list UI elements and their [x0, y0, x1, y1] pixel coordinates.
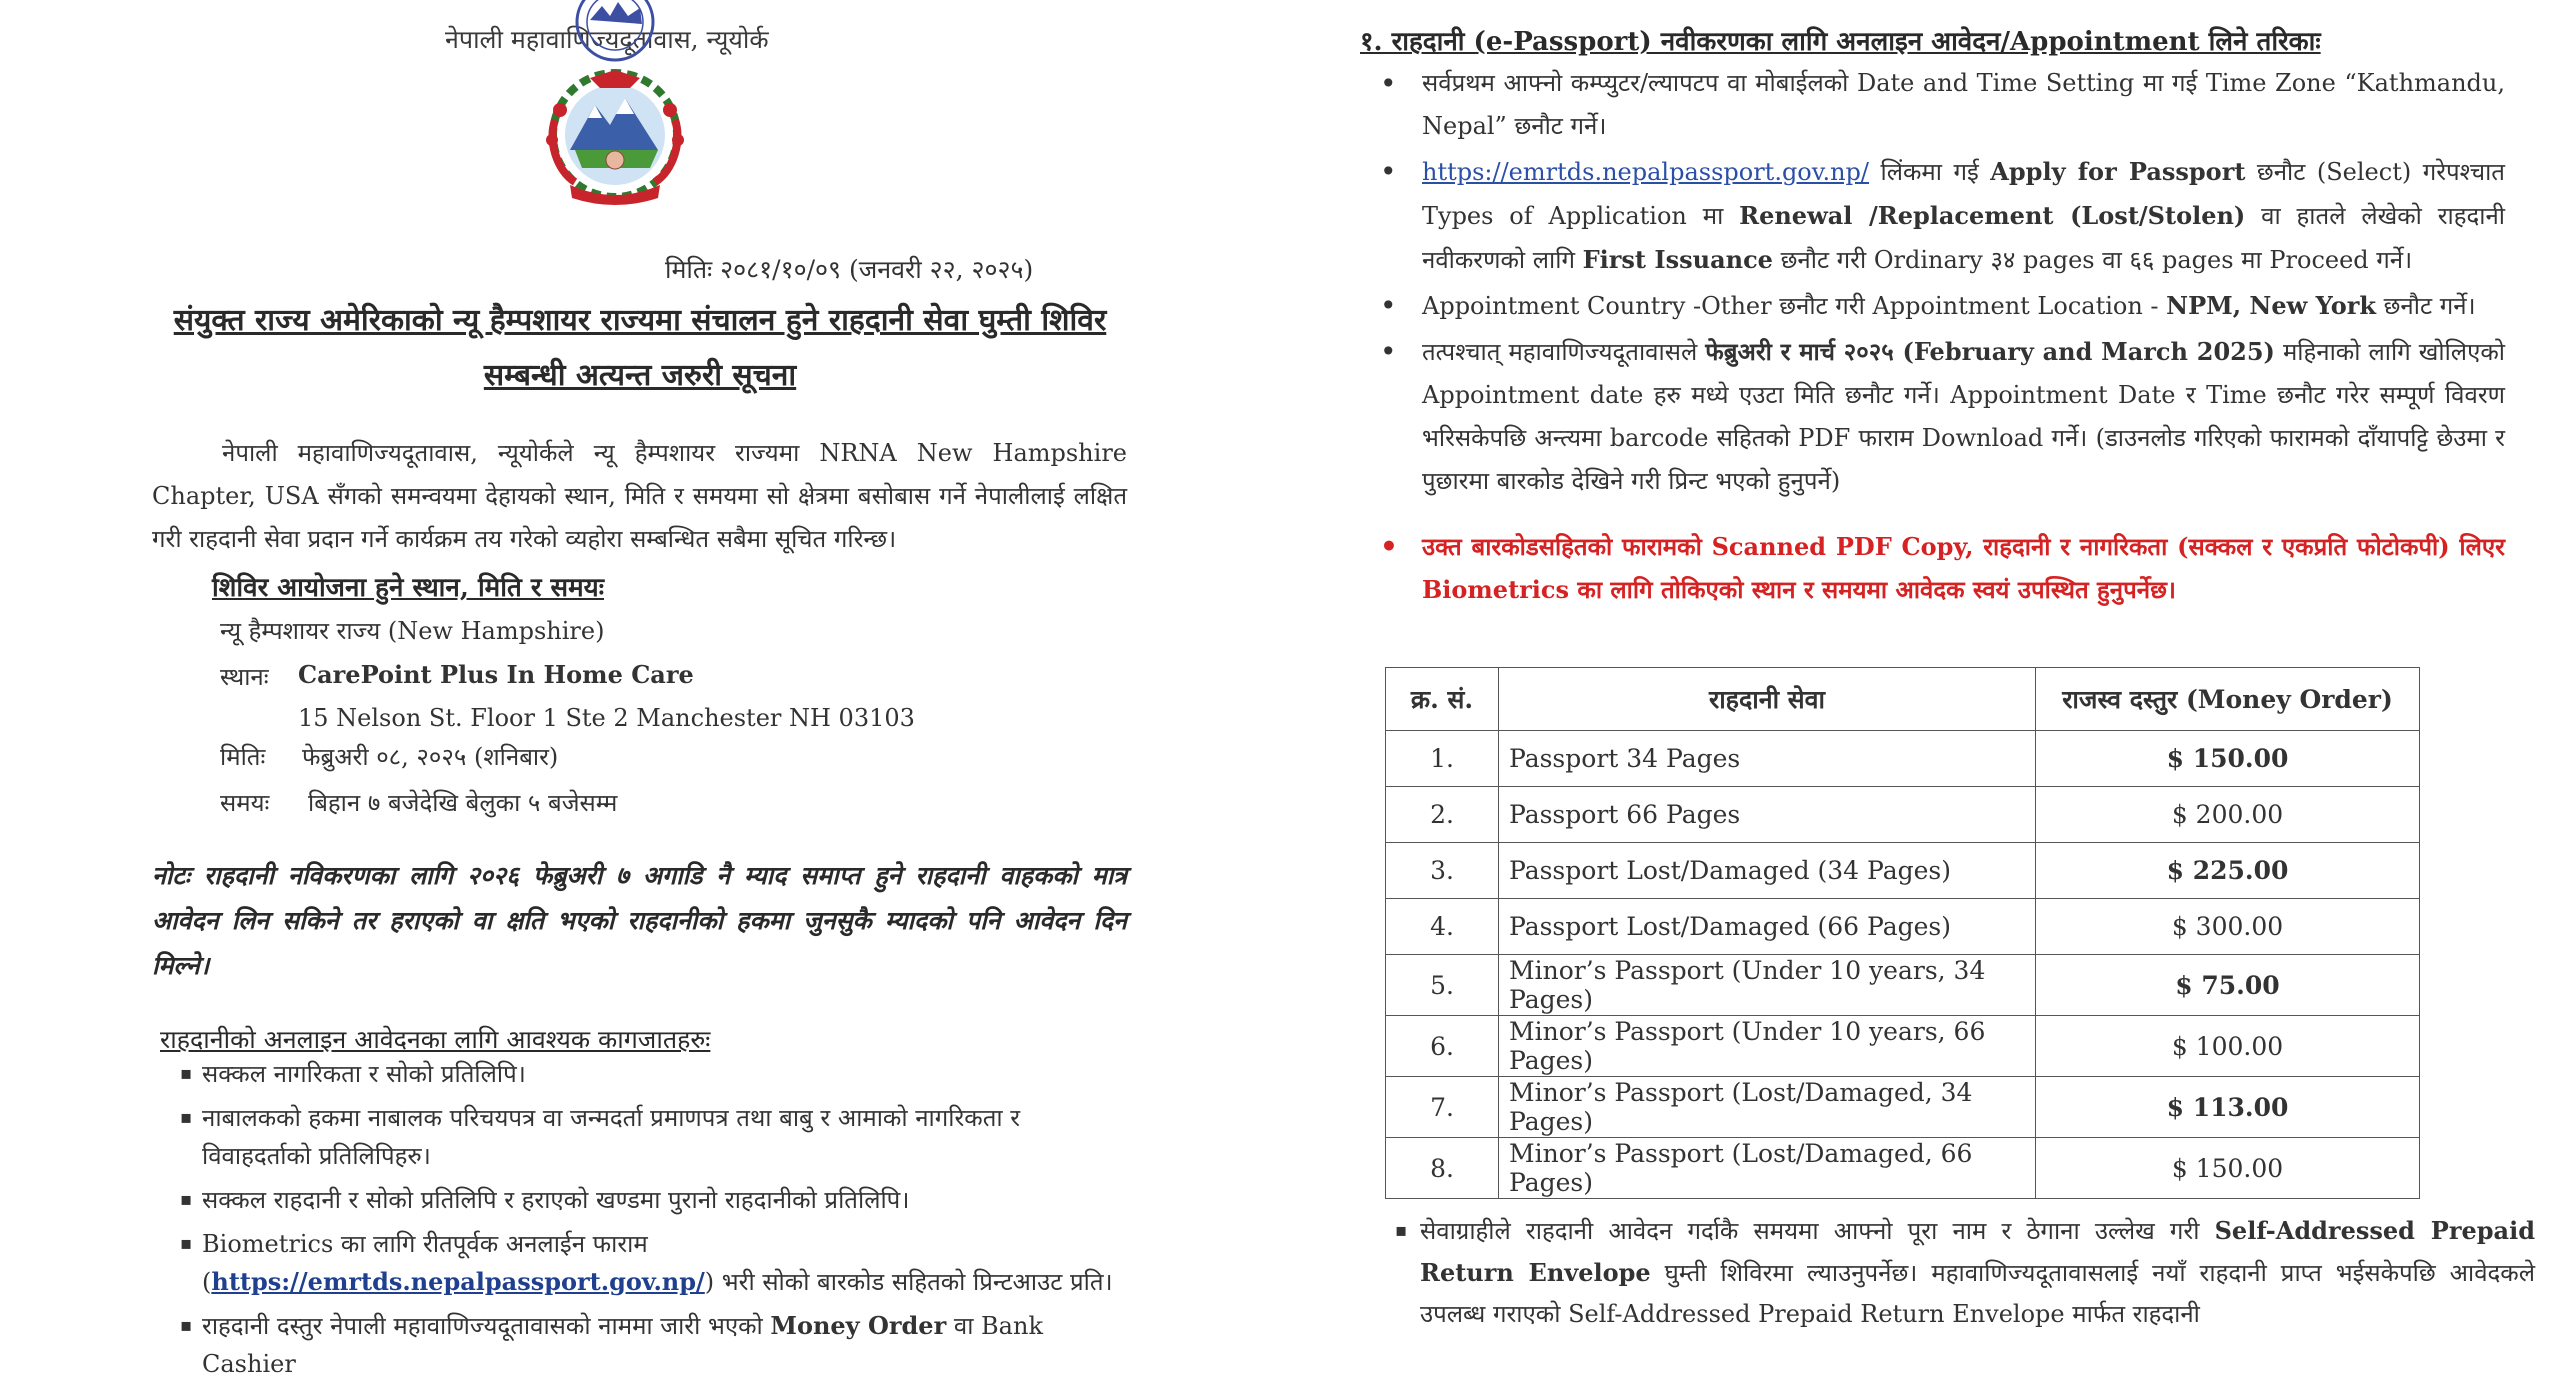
- row-service: Minor’s Passport (Lost/Damaged, 66 Pages): [1499, 1138, 2036, 1199]
- nepal-emblem-icon: [530, 0, 700, 210]
- right-page: [1280, 0, 2560, 1344]
- row-fee: $ 150.00: [2036, 731, 2420, 787]
- time-value: बिहान ७ बजेदेखि बेलुका ५ बजेसम्म: [308, 789, 618, 817]
- place-name: CarePoint Plus In Home Care: [298, 660, 694, 689]
- row-service: Passport Lost/Damaged (34 Pages): [1499, 843, 2036, 899]
- header-sn: क्र. सं.: [1386, 668, 1499, 731]
- table-row: [1386, 843, 2420, 899]
- list-item: • सर्वप्रथम आफ्नो कम्प्युटर/ल्यापटप वा मोबाईलको Date and Time Setting मा गई Time Zone “Kathmandu, Nepal” छनौट गर्ने।: [1380, 62, 2505, 148]
- notice-title-line-1: संयुक्त राज्य अमेरिकाको न्यू हैम्पशायर राज्यमा संचालन हुने राहदानी सेवा घुम्ती शिविर: [173, 303, 1107, 338]
- list-item: ▪ राहदानी दस्तुर नेपाली महावाणिज्यदूतावासको नाममा जारी भएको Money Order वा Bank Cashier: [180, 1307, 1130, 1383]
- camp-state: न्यू हैम्पशायर राज्य (New Hampshire): [220, 617, 605, 645]
- date-value: फेब्रुअरी ०८, २०२५ (शनिबार): [302, 743, 559, 771]
- return-envelope-note: ▪ सेवाग्राहीले राहदानी आवेदन गर्दाकै समयमा आफ्नो पूरा नाम र ठेगाना उल्लेख गरी Self-Addressed Prepaid Return Envelope घुम्ती शिविरमा ल्याउनुपर्नेछ। महावाणिज्यदूतावासलाई नयाँ राहदानी प्राप्त भईसकेपछि आवेदकले उपलब्ध गराएको Self-Addressed Prepaid Return Envelope मार्फत राहदानी: [1395, 1210, 2535, 1335]
- header-service: राहदानी सेवा: [1499, 668, 2036, 731]
- notice-title-line-2: सम्बन्धी अत्यन्त जरुरी सूचना: [483, 358, 797, 393]
- list-item: • https://emrtds.nepalpassport.gov.np/ लिंकमा गई Apply for Passport छनौट (Select) गरेपश्चात Types of Application मा Renewal /Replacement (Lost/Stolen) वा हातले लेखेको राहदानी नवीकरणको लागि First Issuance छनौट गरी Ordinary ३४ pages वा ६६ pages मा Proceed गर्ने।: [1380, 150, 2505, 282]
- left-page: [0, 0, 1280, 1378]
- office-name: नेपाली महावाणिज्यदूतावास, न्यूयोर्क: [445, 25, 769, 54]
- list-item: ▪ Biometrics का लागि रीतपूर्वक अनलाईन फाराम (https://emrtds.nepalpassport.gov.np/) भरी सोको बारकोड सहितको प्रिन्टआउट प्रति।: [180, 1225, 1130, 1301]
- table-row: [1386, 1138, 2420, 1199]
- row-number: 6.: [1386, 1016, 1499, 1077]
- notice-title: [160, 293, 1120, 403]
- emrtds-link[interactable]: https://emrtds.nepalpassport.gov.np/: [211, 1267, 705, 1296]
- table-row: [1386, 1016, 2420, 1077]
- renewal-note: नोटः राहदानी नविकरणका लागि २०२६ फेब्रुअरी ७ अगाडि नै म्याद समाप्त हुने राहदानी वाहकको मात्र आवेदन लिन सकिने तर हराएको वा क्षति भएको राहदानीको हकमा जुनसुकै म्यादको पनि आवेदन दिन मिल्ने।: [152, 861, 1127, 980]
- intro-paragraph: नेपाली महावाणिज्यदूतावास, न्यूयोर्कले न्यू हैम्पशायर राज्यमा NRNA New Hampshire Chapter, USA सँगको समन्वयमा देहायको स्थान, मिति र समयमा सो क्षेत्रमा बसोबास गर्ने नेपालीलाई लक्षित गरी राहदानी सेवा प्रदान गर्ने कार्यक्रम तय गरेको व्यहोरा सम्बन्धित सबैमा सूचित गरिन्छ।: [152, 439, 1127, 553]
- row-number: 1.: [1386, 731, 1499, 787]
- row-fee: $ 75.00: [2036, 955, 2420, 1016]
- list-item: ▪ नाबालकको हकमा नाबालक परिचयपत्र वा जन्मदर्ता प्रमाणपत्र तथा बाबु र आमाको नागरिकता र विवाहदर्ताको प्रतिलिपिहरु।: [180, 1099, 1130, 1175]
- row-number: 3.: [1386, 843, 1499, 899]
- table-row: [1386, 955, 2420, 1016]
- table-row: [1386, 899, 2420, 955]
- place-address: 15 Nelson St. Floor 1 Ste 2 Manchester NH 03103: [298, 704, 915, 732]
- row-service: Minor’s Passport (Lost/Damaged, 34 Pages): [1499, 1077, 2036, 1138]
- header-fee: राजस्व दस्तुर (Money Order): [2036, 668, 2420, 731]
- row-number: 7.: [1386, 1077, 1499, 1138]
- row-service: Minor’s Passport (Under 10 years, 66 Pages): [1499, 1016, 2036, 1077]
- row-fee: $ 200.00: [2036, 787, 2420, 843]
- table-row: [1386, 731, 2420, 787]
- emrtds-step-link[interactable]: https://emrtds.nepalpassport.gov.np/: [1422, 158, 1869, 186]
- row-number: 4.: [1386, 899, 1499, 955]
- date-label: मितिः: [220, 743, 266, 771]
- fee-table: [1385, 667, 2420, 1199]
- row-fee: $ 113.00: [2036, 1077, 2420, 1138]
- row-fee: $ 300.00: [2036, 899, 2420, 955]
- list-item: • तत्पश्चात् महावाणिज्यदूतावासले फेब्रुअरी र मार्च २०२५ (February and March 2025) महिनाको लागि खोलिएको Appointment date हरु मध्ये एउटा मिति छनौट गर्ने। Appointment Date र Time छनौट गरेर सम्पूर्ण विवरण भरिसकेपछि अन्त्यमा barcode सहितको PDF फाराम Download गर्ने। (डाउनलोड गरिएको फारामको दाँयापट्टि छेउमा र पुछारमा बारकोड देखिने गरी प्रिन्ट भएको हुनुपर्ने): [1380, 330, 2505, 503]
- row-service: Minor’s Passport (Under 10 years, 34 Pages): [1499, 955, 2036, 1016]
- row-service: Passport 34 Pages: [1499, 731, 2036, 787]
- section-heading: १. राहदानी (e-Passport) नवीकरणका लागि अनलाइन आवेदन/Appointment लिने तरिकाः: [1360, 27, 2321, 57]
- row-number: 5.: [1386, 955, 1499, 1016]
- table-row: [1386, 1077, 2420, 1138]
- row-number: 8.: [1386, 1138, 1499, 1199]
- place-label: स्थानः: [220, 663, 269, 691]
- list-item: ▪ सक्कल नागरिकता र सोको प्रतिलिपि।: [180, 1055, 1130, 1093]
- row-number: 2.: [1386, 787, 1499, 843]
- row-service: Passport 66 Pages: [1499, 787, 2036, 843]
- list-item: ▪ सक्कल राहदानी र सोको प्रतिलिपि र हराएको खण्डमा पुरानो राहदानीको प्रतिलिपि।: [180, 1181, 1130, 1219]
- list-item: • Appointment Country -Other छनौट गरी Appointment Location - NPM, New York छनौट गर्ने।: [1380, 284, 2505, 328]
- row-fee: $ 100.00: [2036, 1016, 2420, 1077]
- fee-table-body: [1386, 731, 2420, 1199]
- table-header-row: [1386, 668, 2420, 731]
- time-label: समयः: [220, 789, 270, 817]
- documents-list: [180, 1055, 1130, 1389]
- documents-heading: राहदानीको अनलाइन आवेदनका लागि आवश्यक कागजातहरुः: [160, 1025, 711, 1054]
- notice-date: मितिः २०८१/१०/०९ (जनवरी २२, २०२५): [665, 255, 1034, 284]
- table-row: [1386, 787, 2420, 843]
- application-steps: [1380, 62, 2505, 613]
- row-fee: $ 150.00: [2036, 1138, 2420, 1199]
- camp-details-heading: शिविर आयोजना हुने स्थान, मिति र समयः: [212, 573, 604, 603]
- row-fee: $ 225.00: [2036, 843, 2420, 899]
- row-service: Passport Lost/Damaged (66 Pages): [1499, 899, 2036, 955]
- biometrics-warning: • उक्त बारकोडसहितको फारामको Scanned PDF Copy, राहदानी र नागरिकता (सक्कल र एकप्रति फोटोकपी) लिएर Biometrics का लागि तोकिएको स्थान र समयमा आवेदक स्वयं उपस्थित हुनुपर्नेछ।: [1380, 525, 2505, 611]
